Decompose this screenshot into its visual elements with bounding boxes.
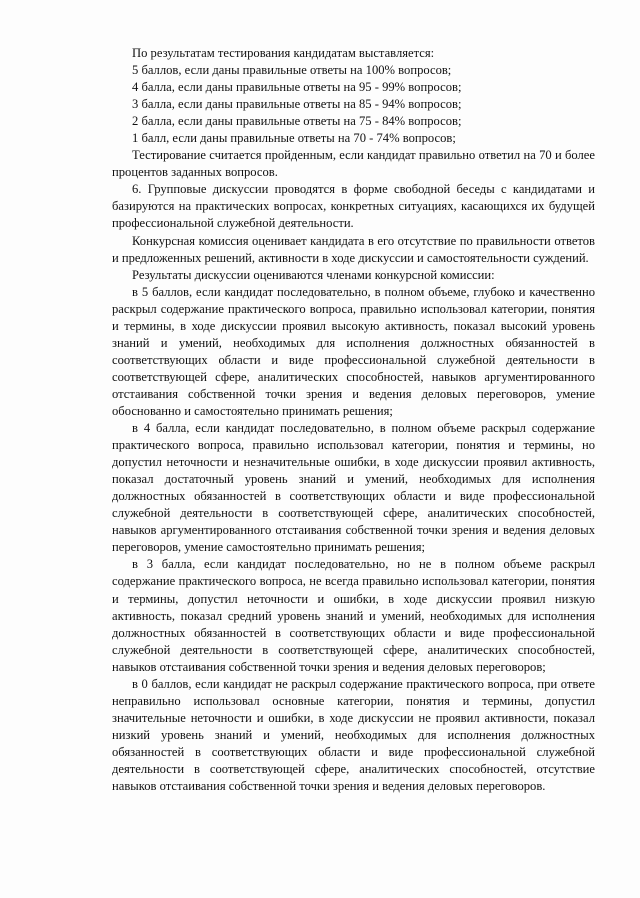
score-line-5: 5 баллов, если даны правильные ответы на 100% вопросов; [132, 63, 452, 78]
paragraph-score-0: в 0 баллов, если кандидат не раскрыл содержание практического вопроса, при ответе неправильно использовал основные категории, понятия и термины, допустил значительные неточности и ошибки, в ходе дискуссии не проявил активности, показал низкий уровень знаний и умений, необходимых для исполнения должностных обязанностей в соответствующих области и виде профессиональной служебной деятельности в соответствующей сфере, аналитических способностей, отсутствие навыков отстаивания собственной точки зрения и ведения деловых переговоров. [112, 676, 595, 794]
score-list [112, 45, 595, 147]
score-line-2: 2 балла, если даны правильные ответы на 75 - 84% вопросов; [132, 114, 462, 129]
paragraph-test-passed: Тестирование считается пройденным, если кандидат правильно ответил на 70 и более процентов заданных вопросов. [112, 148, 595, 180]
score-line-1: 1 балл, если даны правильные ответы на 70 - 74% вопросов; [132, 131, 456, 146]
paragraph-score-5: в 5 баллов, если кандидат последовательно, в полном объеме, глубоко и качественно раскрыл содержание практического вопроса, правильно использовал категории, понятия и термины, в ходе дискуссии проявил высокую активность, показал высокий уровень знаний и умений, необходимых для исполнения должностных обязанностей в соответствующих области и виде профессиональной служебной деятельности в соответствующей сфере, аналитических способностей, навыков аргументированного отстаивания собственной точки зрения и ведения деловых переговоров, умение обоснованно и самостоятельно принимать решения; [112, 284, 595, 418]
score-line-3: 3 балла, если даны правильные ответы на 85 - 94% вопросов; [132, 97, 462, 112]
paragraph-score-4: в 4 балла, если кандидат последовательно, в полном объеме раскрыл содержание практического вопроса, правильно использовал категории, понятия и термины, но допустил неточности и незначительные ошибки, в ходе дискуссии проявил активность, показал достаточный уровень знаний и умений, необходимых для исполнения должностных обязанностей в соответствующих области и виде профессиональной служебной деятельности в соответствующей сфере, аналитических способностей, навыков аргументированного отстаивания собственной точки зрения и ведения деловых переговоров, умение самостоятельно принимать решения; [112, 421, 595, 555]
paragraph-commission-evaluation: Конкурсная комиссия оценивает кандидата в его отсутствие по правильности ответов и предложенных решений, активности в ходе дискуссии и самостоятельности суждений. [112, 233, 595, 265]
paragraph-group-discussions: 6. Групповые дискуссии проводятся в форме свободной беседы с кандидатами и базируются на практических вопросах, конкретных ситуациях, касающихся их будущей профессиональной служебной деятельности. [112, 182, 595, 231]
score-line-4: 4 балла, если даны правильные ответы на 95 - 99% вопросов; [132, 80, 462, 95]
paragraph-score-3: в 3 балла, если кандидат последовательно, но не в полном объеме раскрыл содержание практического вопроса, не всегда правильно использовал категории, понятия и термины, допустил неточности и ошибки, в ходе дискуссии проявил низкую активность, показал средний уровень знаний и умений, необходимых для исполнения должностных обязанностей в соответствующих области и виде профессиональной служебной деятельности в соответствующей сфере, аналитических способностей, навыков отстаивания собственной точки зрения и ведения деловых переговоров; [112, 557, 595, 674]
intro-line: По результатам тестирования кандидатам выставляется: [132, 46, 435, 60]
paragraph-discussion-results: Результаты дискуссии оцениваются членами конкурсной комиссии: [132, 267, 495, 282]
document-body [112, 45, 595, 795]
